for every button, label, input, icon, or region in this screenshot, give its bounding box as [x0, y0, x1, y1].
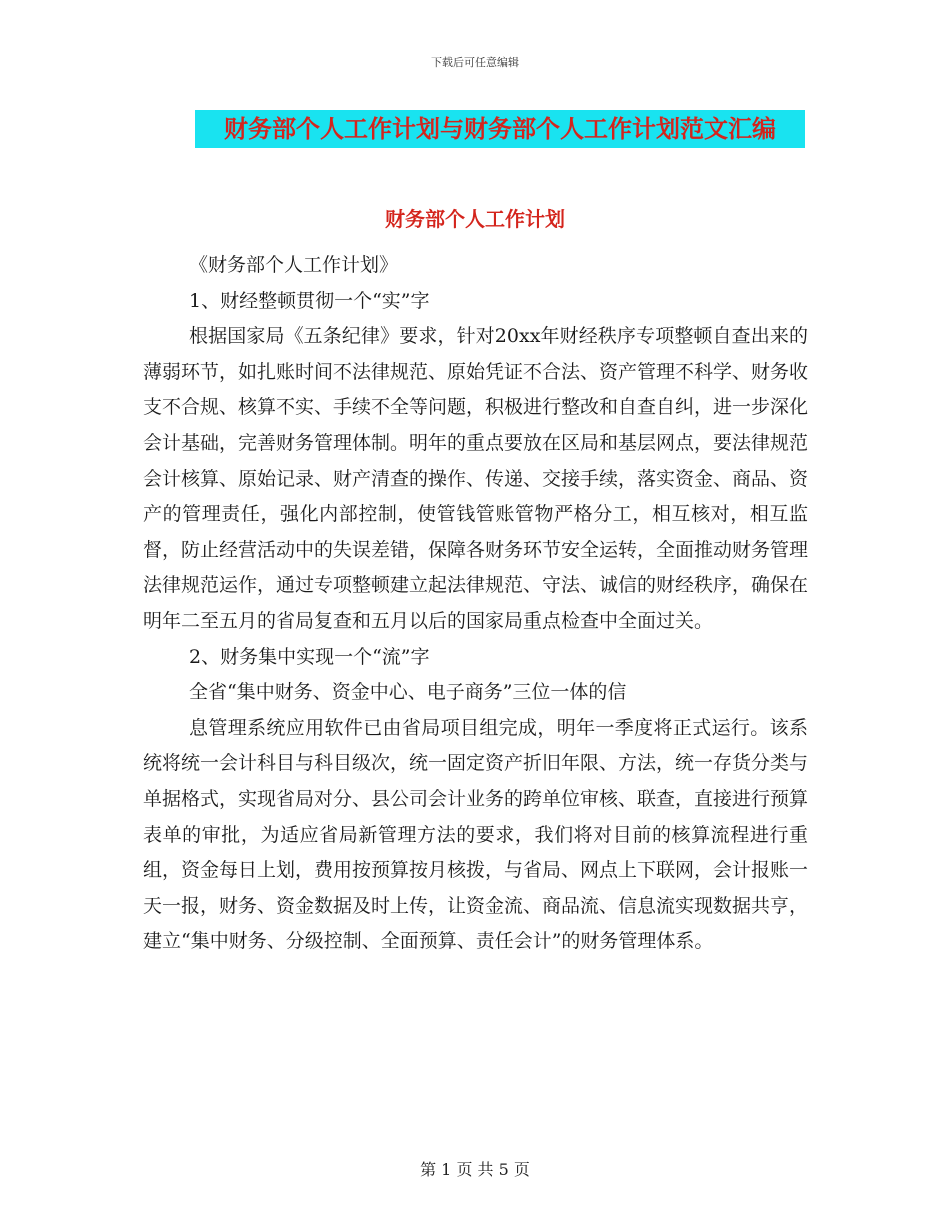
paragraph-body-2b: 息管理系统应用软件已由省局项目组完成，明年一季度将正式运行。该系统将统一会计科目与科目级次，统一固定资产折旧年限、方法，统一存货分类与单据格式，实现省局对分、县公司会计业务的跨单位审核、联查，直接进行预算表单的审批，为适应省局新管理方法的要求，我们将对目前的核算流程进行重组，资金每日上划，费用按预算按月核拨，与省局、网点上下联网，会计报账一天一报，财务、资金数据及时上传，让资金流、商品流、信息流实现数据共亨，建立“集中财务、分级控制、全面预算、责任会计”的财务管理体系。	[143, 716, 809, 953]
paragraph-heading-2: 2、财务集中实现一个“流”字	[189, 645, 430, 668]
document-body	[143, 248, 808, 960]
section-title: 财务部个人工作计划	[385, 207, 565, 231]
page-footer: 第 1 页 共 5 页	[420, 1160, 530, 1179]
paragraph-body-1: 根据国家局《五条纪律》要求，针对20xx年财经秩序专项整顿自查出来的薄弱环节，如扎账时间不法律规范、原始凭证不合法、资产管理不科学、财务收支不合规、核算不实、手续不全等问题，积极进行整改和自查自纠，进一步深化会计基础，完善财务管理体制。明年的重点要放在区局和基层网点，要法律规范会计核算、原始记录、财产清查的操作、传递、交接手续，落实资金、商品、资产的管理责任，强化内部控制，使管钱管账管物严格分工，相互核对，相互监督，防止经营活动中的失误差错，保障各财务环节安全运转，全面推动财务管理法律规范运作，通过专项整顿建立起法律规范、守法、诚信的财经秩序，确保在明年二至五月的省局复查和五月以后的国家局重点检查中全面过关。	[143, 325, 809, 632]
document-main-title: 财务部个人工作计划与财务部个人工作计划范文汇编	[195, 110, 805, 148]
paragraph-body-2a: 全省“集中财务、资金中心、电子商务”三位一体的信	[189, 681, 627, 704]
paragraph-heading-1: 1、财经整顿贯彻一个“实”字	[189, 289, 430, 312]
paragraph-book-title: 《财务部个人工作计划》	[189, 254, 399, 276]
header-note: 下载后可任意编辑	[431, 56, 519, 69]
